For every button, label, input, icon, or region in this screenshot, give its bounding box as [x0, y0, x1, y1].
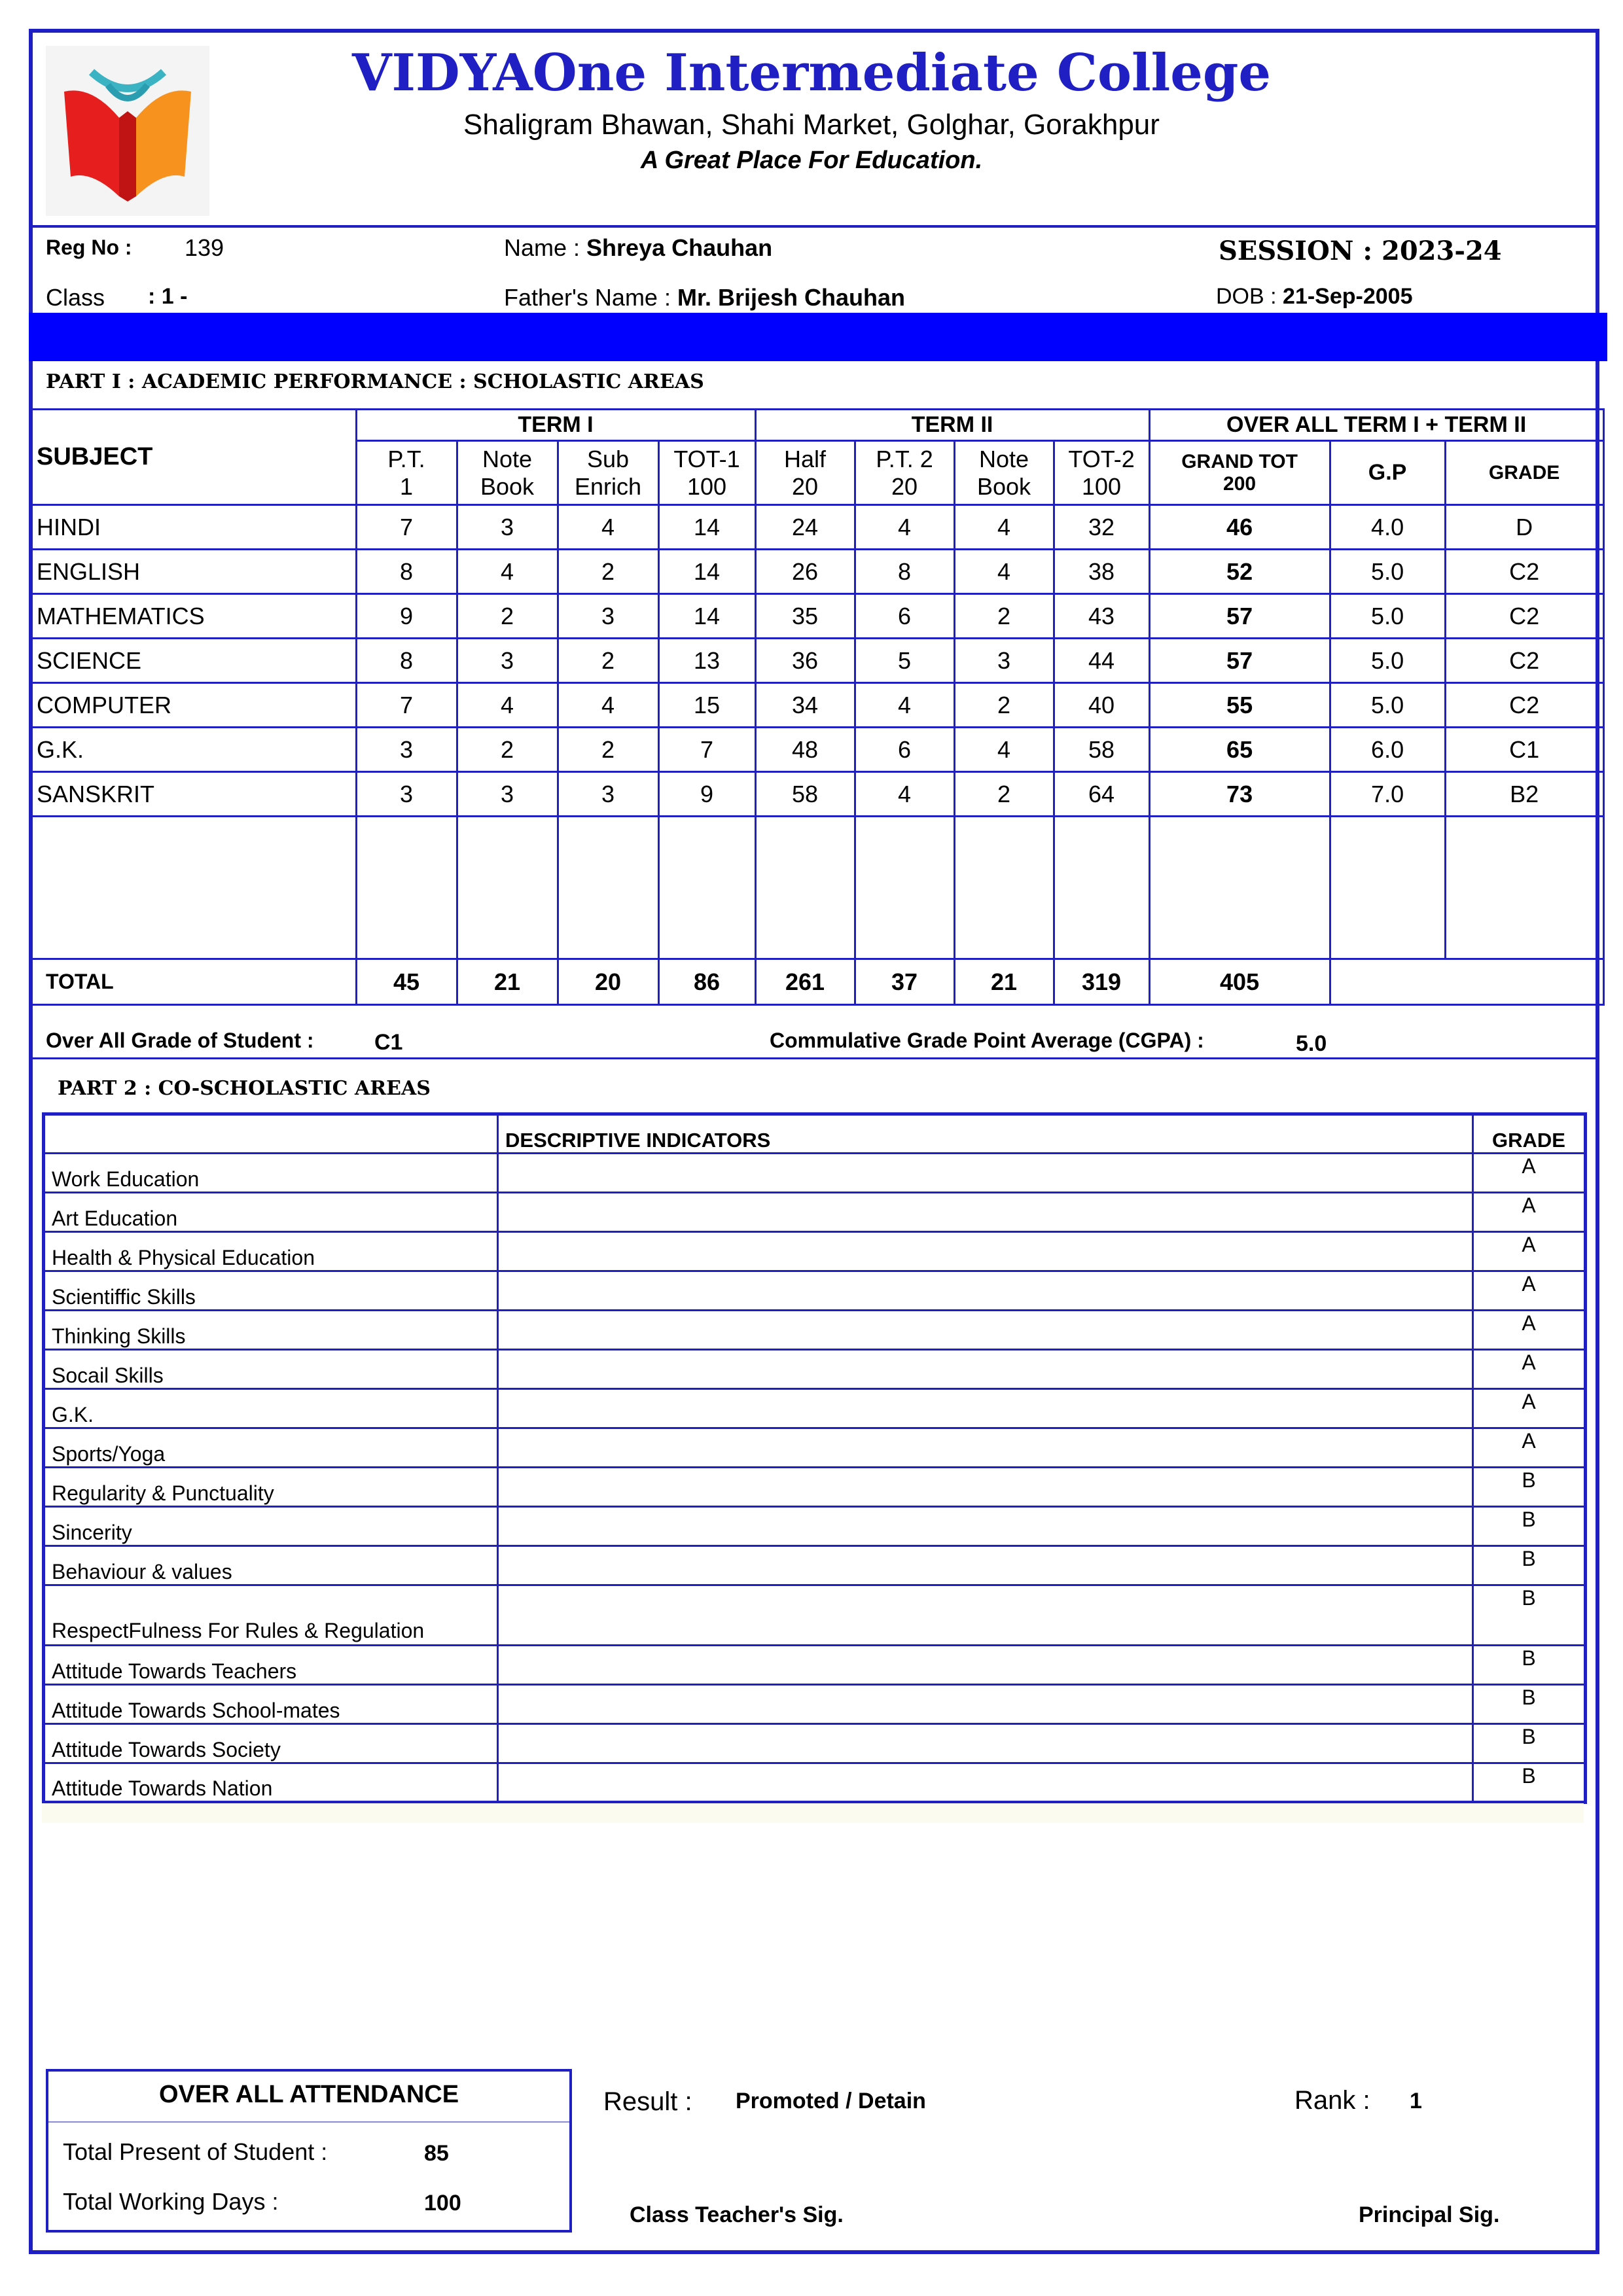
- cell-half: 24: [755, 505, 855, 550]
- list-item: [44, 1546, 1586, 1585]
- co-grade: B: [1473, 1724, 1586, 1763]
- list-item: [44, 1232, 1586, 1271]
- cell-se: 3: [558, 772, 658, 817]
- descriptive-indicator-cell: [498, 1311, 1473, 1350]
- descriptive-indicator-cell: [498, 1685, 1473, 1724]
- cell-grand: 57: [1149, 639, 1330, 683]
- student-name-line: [504, 234, 772, 262]
- co-area-name: Behaviour & values: [44, 1546, 498, 1585]
- class-label: Class: [46, 284, 105, 311]
- list-item: [44, 1389, 1586, 1428]
- cell-pt2: 4: [855, 683, 954, 728]
- session-value: 2023-24: [1382, 236, 1502, 266]
- cell-pt1: 9: [356, 594, 457, 639]
- total-label: TOTAL: [33, 959, 356, 1005]
- cell-pt2: 4: [855, 505, 954, 550]
- subject-name: ENGLISH: [33, 550, 356, 594]
- cell-nb1: 3: [457, 639, 558, 683]
- cell-nb2: 4: [954, 550, 1054, 594]
- result-label: Result :: [603, 2087, 692, 2116]
- cell-half: 48: [755, 728, 855, 772]
- college-address: Shaligram Bhawan, Shahi Market, Golghar, Gorakhpur: [463, 109, 1160, 141]
- cell-tot2: 38: [1054, 550, 1149, 594]
- descriptive-indicator-cell: [498, 1271, 1473, 1311]
- cell-grand: 52: [1149, 550, 1330, 594]
- subject-name: COMPUTER: [33, 683, 356, 728]
- descriptive-indicator-cell: [498, 1350, 1473, 1389]
- attendance-title: OVER ALL ATTENDANCE: [48, 2072, 569, 2123]
- subject-header: SUBJECT: [33, 410, 356, 505]
- table-row: [33, 683, 1603, 728]
- descriptive-indicator-cell: [498, 1507, 1473, 1546]
- cell-pt1: 7: [356, 505, 457, 550]
- list-item: [44, 1154, 1586, 1193]
- dob-line: [1216, 284, 1413, 309]
- cell-pt1: 3: [356, 772, 457, 817]
- cgpa-value: 5.0: [1296, 1031, 1327, 1056]
- cell-tot1: 15: [658, 683, 755, 728]
- cell-grade: C2: [1445, 550, 1603, 594]
- cell-nb2: 2: [954, 772, 1054, 817]
- cell-grand: 65: [1149, 728, 1330, 772]
- grade-header: GRADE: [1473, 1114, 1586, 1154]
- co-grade: B: [1473, 1546, 1586, 1585]
- cell-tot2: 64: [1054, 772, 1149, 817]
- cell-grand: 57: [1149, 594, 1330, 639]
- overall-grade-value: C1: [374, 1030, 403, 1055]
- cell-grade: C1: [1445, 728, 1603, 772]
- total-notebook1: 21: [457, 959, 558, 1005]
- cell-se: 2: [558, 728, 658, 772]
- cell-grade: C2: [1445, 683, 1603, 728]
- cell-grand: 46: [1149, 505, 1330, 550]
- co-grade: B: [1473, 1685, 1586, 1724]
- table-row: [33, 594, 1603, 639]
- col-tot2: TOT-2 100: [1054, 441, 1149, 505]
- rank-value: 1: [1410, 2089, 1422, 2113]
- cell-nb2: 4: [954, 728, 1054, 772]
- divider: [29, 1057, 1599, 1059]
- table-row: [33, 505, 1603, 550]
- cell-pt1: 3: [356, 728, 457, 772]
- cell-grade: C2: [1445, 639, 1603, 683]
- co-area-name: G.K.: [44, 1389, 498, 1428]
- attendance-box: [46, 2069, 572, 2233]
- descriptive-indicator-cell: [498, 1428, 1473, 1468]
- col-pt1: P.T. 1: [356, 441, 457, 505]
- co-grade: A: [1473, 1389, 1586, 1428]
- cell-pt1: 7: [356, 683, 457, 728]
- working-days-value: 100: [424, 2191, 461, 2216]
- co-area-name: Scientiffic Skills: [44, 1271, 498, 1311]
- cell-tot2: 58: [1054, 728, 1149, 772]
- session-label: SESSION :: [1219, 236, 1373, 266]
- overall-grade-label: Over All Grade of Student :: [46, 1029, 314, 1052]
- subject-name: SCIENCE: [33, 639, 356, 683]
- cell-half: 35: [755, 594, 855, 639]
- cell-tot2: 40: [1054, 683, 1149, 728]
- descriptive-indicator-cell: [498, 1154, 1473, 1193]
- co-grade: A: [1473, 1428, 1586, 1468]
- cell-nb2: 2: [954, 594, 1054, 639]
- co-grade: B: [1473, 1763, 1586, 1803]
- cell-nb1: 3: [457, 772, 558, 817]
- cell-half: 26: [755, 550, 855, 594]
- descriptive-indicator-cell: [498, 1724, 1473, 1763]
- result-value: Promoted / Detain: [736, 2089, 926, 2113]
- father-label: Father's Name :: [504, 284, 677, 311]
- subject-name: SANSKRIT: [33, 772, 356, 817]
- list-item: [44, 1193, 1586, 1232]
- father-name: Mr. Brijesh Chauhan: [677, 284, 906, 311]
- cell-nb1: 4: [457, 550, 558, 594]
- co-area-name: Thinking Skills: [44, 1311, 498, 1350]
- total-tot1: 86: [658, 959, 755, 1005]
- co-grade: A: [1473, 1311, 1586, 1350]
- cell-tot1: 14: [658, 505, 755, 550]
- co-scholastic-table: [42, 1112, 1587, 1804]
- cell-se: 2: [558, 639, 658, 683]
- col-grade: GRADE: [1445, 441, 1603, 505]
- total-tot2: 319: [1054, 959, 1149, 1005]
- cell-nb1: 3: [457, 505, 558, 550]
- cell-gp: 7.0: [1330, 772, 1445, 817]
- co-area-name: Attitude Towards Teachers: [44, 1646, 498, 1685]
- total-notebook2: 21: [954, 959, 1054, 1005]
- term1-header: TERM I: [356, 410, 755, 441]
- college-name: VIDYAOne Intermediate College: [351, 43, 1272, 103]
- descriptive-indicator-cell: [498, 1546, 1473, 1585]
- cell-pt2: 6: [855, 728, 954, 772]
- descriptive-indicator-cell: [498, 1389, 1473, 1428]
- co-area-name: Attitude Towards Society: [44, 1724, 498, 1763]
- cell-pt2: 5: [855, 639, 954, 683]
- blue-separator-bar: [29, 313, 1607, 361]
- co-area-name: Work Education: [44, 1154, 498, 1193]
- principal-signature: Principal Sig.: [1359, 2202, 1500, 2227]
- co-grade: A: [1473, 1350, 1586, 1389]
- cell-tot2: 43: [1054, 594, 1149, 639]
- part1-title: PART I : ACADEMIC PERFORMANCE : SCHOLASTIC AREAS: [46, 370, 704, 393]
- cell-gp: 5.0: [1330, 594, 1445, 639]
- reg-no: 139: [185, 234, 224, 261]
- cell-nb2: 3: [954, 639, 1054, 683]
- cell-tot1: 14: [658, 594, 755, 639]
- co-grade: A: [1473, 1193, 1586, 1232]
- list-item: [44, 1724, 1586, 1763]
- table-footer-band: [42, 1803, 1584, 1823]
- cell-grand: 73: [1149, 772, 1330, 817]
- co-area-name: Art Education: [44, 1193, 498, 1232]
- dob-value: 21-Sep-2005: [1283, 284, 1413, 309]
- cell-half: 36: [755, 639, 855, 683]
- cell-tot1: 9: [658, 772, 755, 817]
- dob-label: DOB :: [1216, 284, 1283, 309]
- co-grade: B: [1473, 1585, 1586, 1646]
- present-value: 85: [424, 2141, 449, 2166]
- cell-grand: 55: [1149, 683, 1330, 728]
- col-half: Half 20: [755, 441, 855, 505]
- cgpa-label: Commulative Grade Point Average (CGPA) :: [770, 1029, 1204, 1052]
- col-notebook2: Note Book: [954, 441, 1054, 505]
- co-area-name: Regularity & Punctuality: [44, 1468, 498, 1507]
- total-grand: 405: [1149, 959, 1330, 1005]
- co-grade: B: [1473, 1468, 1586, 1507]
- co-grade: A: [1473, 1154, 1586, 1193]
- college-tagline: A Great Place For Education.: [640, 147, 983, 174]
- co-area-name: Socail Skills: [44, 1350, 498, 1389]
- cell-grade: B2: [1445, 772, 1603, 817]
- cell-gp: 6.0: [1330, 728, 1445, 772]
- blank-row: [33, 817, 1603, 959]
- cell-nb2: 2: [954, 683, 1054, 728]
- cell-tot1: 7: [658, 728, 755, 772]
- subject-name: MATHEMATICS: [33, 594, 356, 639]
- co-grade: B: [1473, 1507, 1586, 1546]
- total-pt2: 37: [855, 959, 954, 1005]
- list-item: [44, 1311, 1586, 1350]
- cell-pt1: 8: [356, 550, 457, 594]
- cell-half: 58: [755, 772, 855, 817]
- overall-header: OVER ALL TERM I + TERM II: [1149, 410, 1603, 441]
- scholastic-table: [33, 408, 1605, 1006]
- table-row: [33, 639, 1603, 683]
- list-item: [44, 1585, 1586, 1646]
- working-days-label: Total Working Days :: [63, 2188, 279, 2215]
- class-value: : 1 -: [148, 284, 188, 309]
- cell-nb1: 2: [457, 594, 558, 639]
- co-area-name: Sincerity: [44, 1507, 498, 1546]
- reg-label: Reg No :: [46, 236, 132, 259]
- co-area-name: RespectFulness For Rules & Regulation: [44, 1585, 498, 1646]
- cell-gp: 5.0: [1330, 639, 1445, 683]
- cell-grade: D: [1445, 505, 1603, 550]
- list-item: [44, 1350, 1586, 1389]
- list-item: [44, 1271, 1586, 1311]
- col-sub-enrich: Sub Enrich: [558, 441, 658, 505]
- cell-se: 4: [558, 505, 658, 550]
- class-teacher-signature: Class Teacher's Sig.: [630, 2202, 844, 2227]
- list-item: [44, 1685, 1586, 1724]
- descriptive-indicators-header: DESCRIPTIVE INDICATORS: [498, 1114, 1473, 1154]
- descriptive-indicator-cell: [498, 1193, 1473, 1232]
- cell-grade: C2: [1445, 594, 1603, 639]
- total-pt1: 45: [356, 959, 457, 1005]
- co-grade: A: [1473, 1232, 1586, 1271]
- cell-nb1: 2: [457, 728, 558, 772]
- col-gp: G.P: [1330, 441, 1445, 505]
- cell-nb1: 4: [457, 683, 558, 728]
- list-item: [44, 1646, 1586, 1685]
- present-label: Total Present of Student :: [63, 2138, 328, 2165]
- descriptive-indicator-cell: [498, 1646, 1473, 1685]
- name-label: Name :: [504, 234, 587, 261]
- table-row: [33, 772, 1603, 817]
- session-line: [1219, 236, 1502, 266]
- co-grade: A: [1473, 1271, 1586, 1311]
- cell-pt2: 8: [855, 550, 954, 594]
- cell-se: 3: [558, 594, 658, 639]
- cell-gp: 5.0: [1330, 683, 1445, 728]
- descriptive-indicator-cell: [498, 1763, 1473, 1803]
- col-grand-total: GRAND TOT 200: [1149, 441, 1330, 505]
- cell-se: 4: [558, 683, 658, 728]
- divider: [29, 225, 1599, 228]
- cell-pt2: 6: [855, 594, 954, 639]
- descriptive-indicator-cell: [498, 1232, 1473, 1271]
- cell-gp: 4.0: [1330, 505, 1445, 550]
- cell-tot2: 44: [1054, 639, 1149, 683]
- total-half: 261: [755, 959, 855, 1005]
- list-item: [44, 1468, 1586, 1507]
- cell-se: 2: [558, 550, 658, 594]
- cell-nb2: 4: [954, 505, 1054, 550]
- table-row: [33, 728, 1603, 772]
- descriptive-indicator-cell: [498, 1585, 1473, 1646]
- col-pt2: P.T. 2 20: [855, 441, 954, 505]
- list-item: [44, 1428, 1586, 1468]
- cell-pt2: 4: [855, 772, 954, 817]
- cell-tot1: 14: [658, 550, 755, 594]
- cell-half: 34: [755, 683, 855, 728]
- co-area-name: Attitude Towards Nation: [44, 1763, 498, 1803]
- part2-title: PART 2 : CO-SCHOLASTIC AREAS: [58, 1077, 431, 1100]
- rank-label: Rank :: [1294, 2086, 1370, 2115]
- col-notebook1: Note Book: [457, 441, 558, 505]
- co-area-name: Sports/Yoga: [44, 1428, 498, 1468]
- co-area-name: Health & Physical Education: [44, 1232, 498, 1271]
- total-sub-enrich: 20: [558, 959, 658, 1005]
- father-name-line: [504, 284, 905, 311]
- col-tot1: TOT-1 100: [658, 441, 755, 505]
- table-row: [33, 550, 1603, 594]
- cell-pt1: 8: [356, 639, 457, 683]
- cell-gp: 5.0: [1330, 550, 1445, 594]
- list-item: [44, 1507, 1586, 1546]
- term2-header: TERM II: [755, 410, 1149, 441]
- student-name: Shreya Chauhan: [586, 234, 773, 261]
- co-grade: B: [1473, 1646, 1586, 1685]
- descriptive-indicator-cell: [498, 1468, 1473, 1507]
- co-area-name: Attitude Towards School-mates: [44, 1685, 498, 1724]
- list-item: [44, 1763, 1586, 1803]
- cell-tot1: 13: [658, 639, 755, 683]
- subject-name: G.K.: [33, 728, 356, 772]
- cell-tot2: 32: [1054, 505, 1149, 550]
- total-row: [33, 959, 1603, 1005]
- subject-name: HINDI: [33, 505, 356, 550]
